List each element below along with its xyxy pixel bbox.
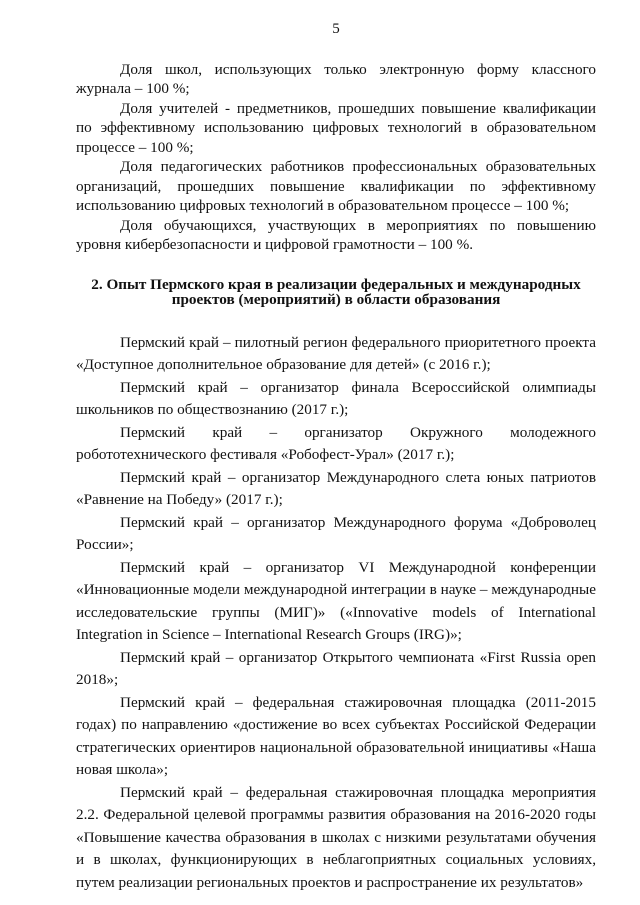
paragraph: Пермский край – организатор финала Всероссийской олимпиады школьников по обществознанию (2017 г.); [76, 378, 596, 419]
paragraph: Доля школ, использующих только электронную форму классного журнала – 100 %; [76, 60, 596, 98]
experience-list [76, 332, 596, 895]
paragraph: Пермский край – федеральная стажировочная площадка (2011-2015 годах) по направлению «достижение во всех субъектах Российской Федерации стратегических ориентиров национальной образовательной инициативы «Наша новая школа»; [76, 693, 596, 779]
paragraph: Пермский край – пилотный регион федерального приоритетного проекта «Доступное дополнительное образование для детей» (с 2016 г.); [76, 333, 596, 374]
paragraph: Доля обучающихся, участвующих в мероприятиях по повышению уровня кибербезопасности и цифровой грамотности – 100 %. [76, 216, 596, 254]
heading-line: 2. Опыт Пермского края в реализации федеральных и международных [91, 275, 581, 293]
paragraph: Пермский край – организатор VI Международной конференции «Инновационные модели международной интеграции в науке – международные исследовательские группы (МИГ)» («Innovative models of International Integration in Science – International Research Groups (IRG)»; [76, 558, 596, 644]
paragraph: Пермский край – организатор Международного форума «Доброволец России»; [76, 513, 596, 554]
section-heading [76, 277, 596, 307]
indicators-list [76, 60, 596, 255]
page-number: 5 [332, 21, 340, 37]
paragraph: Доля учителей - предметников, прошедших повышение квалификации по эффективному использованию цифровых технологий в образовательном процессе – 100 %; [76, 99, 596, 156]
paragraph: Пермский край – федеральная стажировочная площадка мероприятия 2.2. Федеральной целевой программы развития образования на 2016-2020 годы «Повышение качества образования в школах с низкими результатами обучения и в школах, функционирующих в неблагоприятных социальных условиях, путем реализации региональных проектов и распространение их результатов» [76, 783, 596, 891]
paragraph: Доля педагогических работников профессиональных образовательных организаций, прошедших повышение квалификации по эффективному использованию цифровых технологий в образовательном процессе – 100 %; [76, 158, 596, 215]
paragraph: Пермский край – организатор Открытого чемпионата «First Russia open 2018»; [76, 648, 596, 689]
paragraph: Пермский край – организатор Окружного молодежного робототехнического фестиваля «Робофест-Урал» (2017 г.); [76, 423, 596, 464]
paragraph: Пермский край – организатор Международного слета юных патриотов «Равнение на Победу» (2017 г.); [76, 468, 596, 509]
heading-line: проектов (мероприятий) в области образования [171, 290, 501, 308]
